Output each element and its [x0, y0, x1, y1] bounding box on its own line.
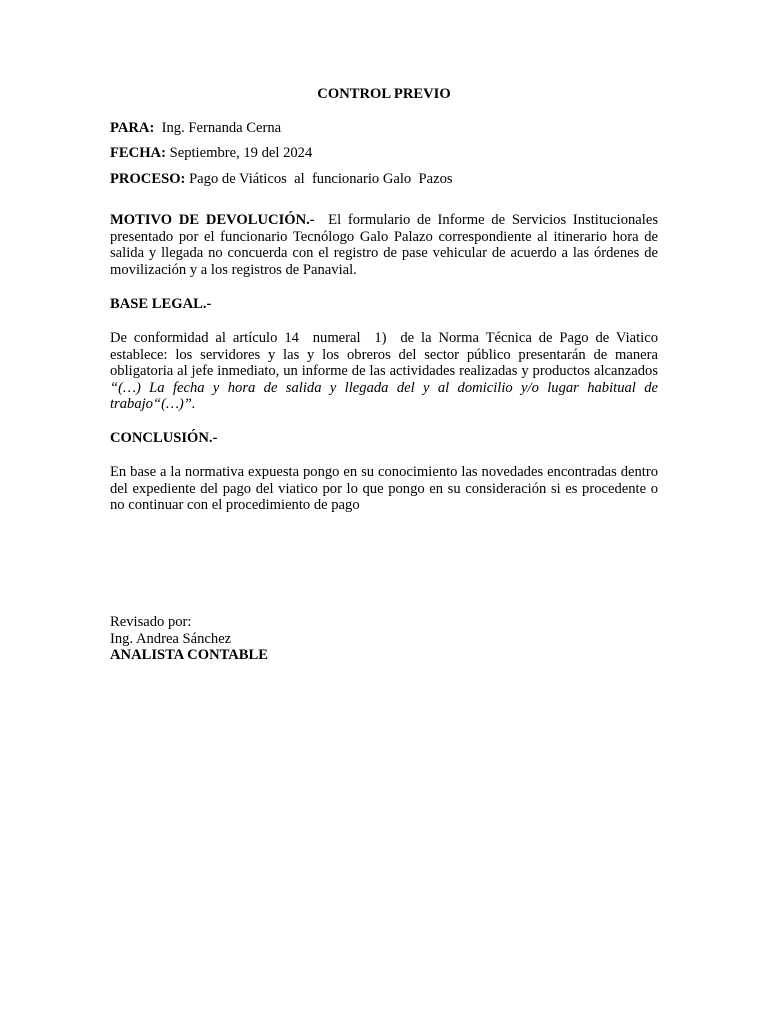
motivo-label: MOTIVO DE DEVOLUCIÓN.- [110, 212, 315, 228]
base-legal-paragraph [110, 330, 662, 413]
fecha-field [110, 145, 658, 162]
base-legal-quote: “(…) La fecha y hora de salida y llegada del y al domicilio y/o lugar habitual de trabajo“(…)”. [110, 379, 658, 412]
para-value: Ing. Fernanda Cerna [161, 120, 282, 136]
conclusion-text: En base a la normativa expuesta pongo en su conocimiento las novedades encontradas dentro del expediente del pago del viatico por lo que pongo en su consideración si es procedente o no continuar con el procedimiento de pago [110, 464, 658, 513]
document-title: CONTROL PREVIO [317, 86, 451, 102]
motivo-text: El formulario de Informe de Servicios Institucionales presentado por el funcionario Tecnólogo Galo Palazo correspondiente al itinerario hora de salida y llegada no concuerda con el registro de pase vehicular de acuerdo a las órdenes de movilización y a los registros de Panavial. [110, 212, 658, 278]
conclusion-paragraph [110, 464, 658, 514]
motivo-paragraph [110, 212, 658, 278]
signature-block [110, 614, 268, 664]
conclusion-heading: CONCLUSIÓN.- [110, 430, 218, 446]
proceso-label: PROCESO: [110, 171, 186, 187]
base-legal-heading: BASE LEGAL.- [110, 296, 212, 312]
fecha-label: FECHA: [110, 145, 166, 161]
fecha-value: Septiembre, 19 del 2024 [169, 145, 313, 161]
revisado-label: Revisado por: [110, 614, 192, 630]
revisado-name: Ing. Andrea Sánchez [110, 630, 232, 647]
base-legal-text: De conformidad al artículo 14 numeral 1) de la Norma Técnica de Pago de Viatico establece: los servidores y las y los obreros del sector público presentarán de manera obligatoria al jefe inmediato, un informe de las actividades realizadas y productos alcanzados [110, 330, 662, 379]
para-label: PARA: [110, 120, 155, 136]
proceso-field [110, 171, 658, 188]
para-field [110, 120, 658, 137]
proceso-value: Pago de Viáticos al funcionario Galo Pazos [189, 171, 453, 187]
revisado-role: ANALISTA CONTABLE [110, 647, 269, 663]
